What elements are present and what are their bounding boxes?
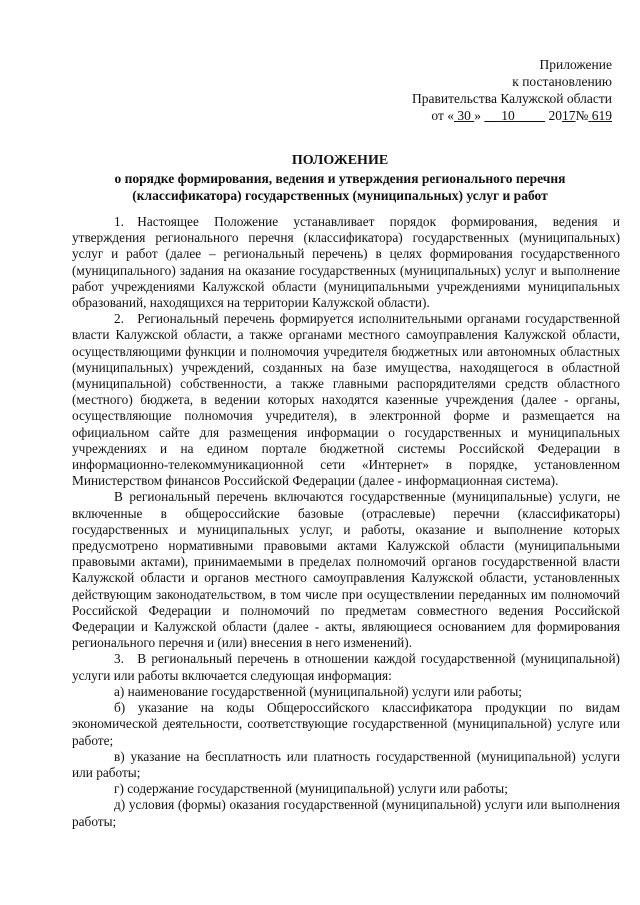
document-number: 619	[591, 108, 612, 123]
paragraph-2-continued: В региональный перечень включаются государственные (муниципальные) услуги, не включенные в общероссийские базовые (отраслевые) перечни (классификаторы) государственных и муниципальных услуг, и работы, оказание и выполнение которых предусмотрено нормативными правовыми актами Калужской области (муниципальными правовыми актами), принимаемыми в пределах полномочий органов государственной власти Калужской области и органов местного самоуправления Калужской области, установленных действующим законодательством, в том числе при осуществлении переданных им полномочий Российской Федерации и полномочий по предметам совместного ведения Российской Федерации и Калужской области (далее - акты, являющиеся основанием для формирования регионального перечня и (или) внесения в него изменений).	[72, 489, 620, 651]
list-item-a: а) наименование государственной (муниципальной) услуги или работы;	[114, 683, 522, 699]
document-body	[72, 214, 620, 830]
paragraph-3: 3. В региональный перечень в отношении каждой государственной (муниципальной) услуги или работы включается следующая информация:	[72, 651, 620, 683]
list-item-b: б) указание на коды Общероссийского классификатора продукции по видам экономической деятельности, соответствующие государственной (муниципальной) услуге или работе;	[72, 700, 620, 748]
appendix-label: Приложение	[539, 57, 612, 72]
list-item-g: г) содержание государственной (муниципальной) услуги или работы;	[114, 781, 508, 797]
list-item-d: д) условия (формы) оказания государственной (муниципальной) услуги или выполнения работы;	[72, 797, 620, 829]
title-subtitle-line-1: о порядке формирования, ведения и утверждения регионального перечня	[114, 171, 566, 186]
date-prefix: от «	[431, 108, 454, 123]
date-month: 10	[501, 108, 515, 123]
date-day: 30	[457, 108, 471, 123]
appendix-block	[412, 56, 612, 124]
title-subtitle-line-2: (классификатора) государственных (муниципальных) услуг и работ	[132, 188, 548, 203]
document-title	[60, 152, 620, 204]
number-sign: №	[575, 108, 589, 123]
paragraph-1: 1. Настоящее Положение устанавливает порядок формирования, ведения и утверждения регионального перечня (классификатора) государственных (муниципальных) услуг и работ (далее – региональный перечень) в целях формирования государственного (муниципального) задания на оказание государственных (муниципальных) услуг и выполнение работ учреждениями Калужской области (муниципальными учреждениями муниципальных образований, находящихся на территории Калужской области).	[72, 214, 620, 311]
date-year-prefix: 20	[548, 108, 562, 123]
appendix-government: Правительства Калужской области	[411, 91, 612, 106]
paragraph-2: 2. Региональный перечень формируется исполнительными органами государственной власти Калужской области, а также органами местного самоуправления Калужской области, осуществляющими функции и полномочия учредителя бюджетных или автономных областных (муниципальных) учреждений, созданных на базе имущества, находящегося в областной (муниципальной) собственности, а также главными распорядителями средств областного (местного) бюджета, в ведении которых находятся казенные учреждения (далее - органы, осуществляющие полномочия учредителя), в электронной форме и размещается на официальном сайте для размещения информации о государственных и муниципальных учреждениях и на едином портале бюджетной системы Российской Федерации в информационно-телекоммуникационной сети «Интернет» в порядке, установленном Министерством финансов Российской Федерации (далее - информационная система).	[72, 311, 620, 489]
appendix-date-line	[412, 107, 612, 124]
appendix-resolution: к постановлению	[512, 74, 612, 89]
list-item-v: в) указание на бесплатность или платность государственной (муниципальной) услуги или работы;	[72, 748, 620, 780]
date-mid: »	[474, 108, 481, 123]
date-year-suffix: 17	[561, 108, 576, 123]
title-main: ПОЛОЖЕНИЕ	[291, 153, 389, 168]
